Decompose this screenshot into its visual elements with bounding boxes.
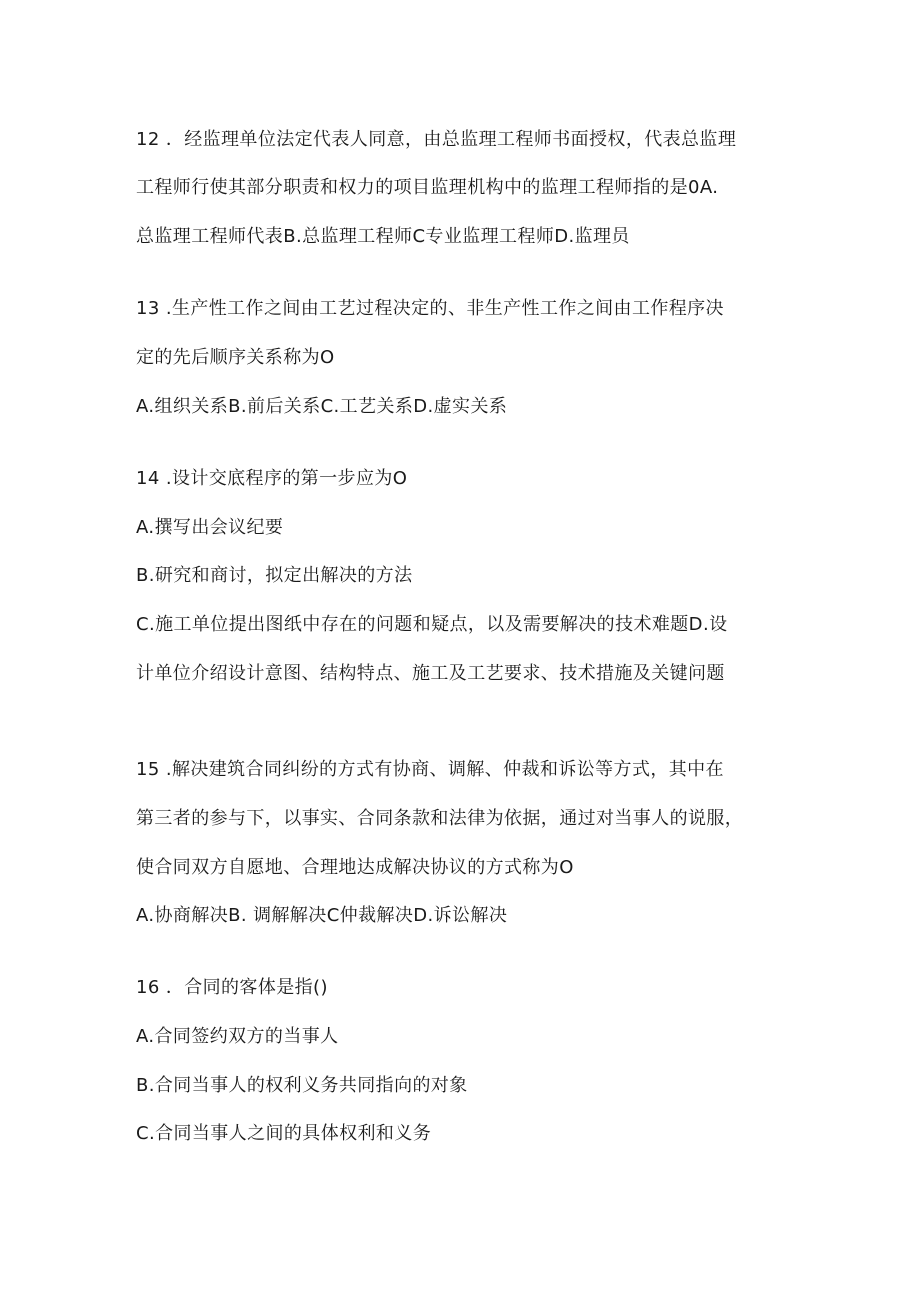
question-14-line-4: C.施工单位提出图纸中存在的问题和疑点，以及需要解决的技术难题D.设: [136, 614, 728, 635]
question-13-line-2: 定的先后顺序关系称为O: [136, 347, 335, 368]
question-16-line-4: C.合同当事人之间的具体权利和义务: [136, 1123, 432, 1144]
question-16-line-1: 16 ．合同的客体是指(): [136, 977, 328, 998]
question-12-line-1: 12 ．经监理单位法定代表人同意，由总监理工程师书面授权，代表总监理: [136, 129, 737, 150]
question-13-line-3: A.组织关系B.前后关系C.工艺关系D.虚实关系: [136, 396, 508, 417]
question-14-line-5: 计单位介绍设计意图、结构特点、施工及工艺要求、技术措施及关键问题: [136, 663, 725, 684]
question-13-line-1: 13 .生产性工作之间由工艺过程决定的、非生产性工作之间由工作程序决: [136, 298, 724, 319]
question-16-line-2: A.合同签约双方的当事人: [136, 1026, 339, 1047]
question-14-line-2: A.撰写出会议纪要: [136, 517, 284, 538]
question-15-line-3: 使合同双方自愿地、合理地达成解决协议的方式称为O: [136, 857, 574, 878]
question-15-line-2: 第三者的参与下，以事实、合同条款和法律为依据，通过对当事人的说服，: [136, 808, 744, 829]
question-15-line-1: 15 .解决建筑合同纠纷的方式有协商、调解、仲裁和诉讼等方式，其中在: [136, 759, 724, 780]
question-12-line-3: 总监理工程师代表B.总监理工程师C专业监理工程师D.监理员: [136, 226, 630, 247]
question-14-line-1: 14 .设计交底程序的第一步应为O: [136, 468, 408, 489]
question-15-line-4: A.协商解决B. 调解解决C仲裁解决D.诉讼解决: [136, 905, 508, 926]
question-12-line-2: 工程师行使其部分职责和权力的项目监理机构中的监理工程师指的是0A.: [136, 177, 719, 198]
question-16-line-3: B.合同当事人的权利义务共同指向的对象: [136, 1075, 468, 1096]
question-14-line-3: B.研究和商讨，拟定出解决的方法: [136, 565, 413, 586]
